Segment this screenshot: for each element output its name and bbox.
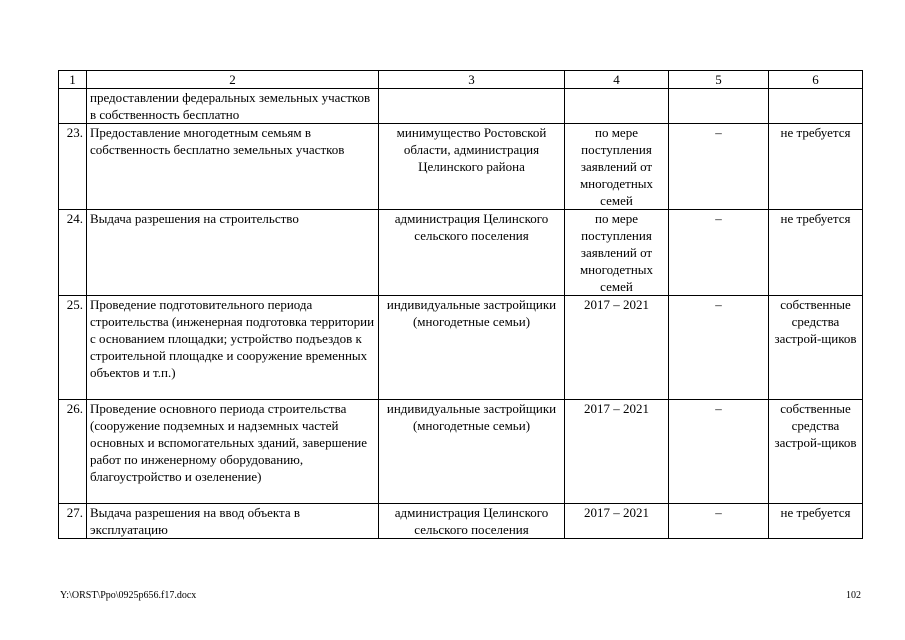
measures-table [58, 70, 863, 539]
col5-value [669, 89, 769, 124]
row-number [59, 89, 87, 124]
col5-value: – [669, 504, 769, 539]
col5-value: – [669, 124, 769, 210]
measure-name: Проведение подготовительного периода строительства (инженерная подготовка территории с основанием площадки; устройство подъездов к строительной площадке и сооружение временных объектов и т.п.) [87, 296, 379, 400]
header-cell: 1 [59, 71, 87, 89]
funding: не требуется [769, 504, 863, 539]
table-row [59, 504, 863, 539]
header-cell: 4 [565, 71, 669, 89]
executor: администрация Целинского сельского поселения [379, 210, 565, 296]
page-number: 102 [846, 590, 861, 601]
term: 2017 – 2021 [565, 296, 669, 400]
executor: индивидуальные застройщики (многодетные семьи) [379, 296, 565, 400]
table-row [59, 124, 863, 210]
measure-name: Выдача разрешения на ввод объекта в эксплуатацию [87, 504, 379, 539]
col5-value: – [669, 400, 769, 504]
header-cell: 2 [87, 71, 379, 89]
funding [769, 89, 863, 124]
funding: собственные средства застрой-щиков [769, 400, 863, 504]
col5-value: – [669, 210, 769, 296]
table-row [59, 400, 863, 504]
measure-name: предоставлении федеральных земельных участков в собственность бесплатно [87, 89, 379, 124]
row-number: 27. [59, 504, 87, 539]
term: 2017 – 2021 [565, 504, 669, 539]
executor: индивидуальные застройщики (многодетные семьи) [379, 400, 565, 504]
header-cell: 5 [669, 71, 769, 89]
executor [379, 89, 565, 124]
measure-name: Проведение основного периода строительства (сооружение подземных и надземных частей основных и вспомогательных зданий, завершение работ по инженерному оборудованию, благоустройство и озеленение) [87, 400, 379, 504]
header-cell: 3 [379, 71, 565, 89]
term [565, 89, 669, 124]
funding: не требуется [769, 124, 863, 210]
executor: минимущество Ростовской области, администрация Целинского района [379, 124, 565, 210]
row-number: 25. [59, 296, 87, 400]
footer-file-path: Y:\ORST\Ppo\0925p656.f17.docx [60, 590, 197, 601]
term: по мере поступления заявлений от многодетных семей [565, 210, 669, 296]
row-number: 26. [59, 400, 87, 504]
col5-value: – [669, 296, 769, 400]
row-number: 24. [59, 210, 87, 296]
funding: не требуется [769, 210, 863, 296]
executor: администрация Целинского сельского поселения [379, 504, 565, 539]
table-row [59, 89, 863, 124]
term: по мере поступления заявлений от многодетных семей [565, 124, 669, 210]
table-row [59, 210, 863, 296]
row-number: 23. [59, 124, 87, 210]
table-header-row [59, 71, 863, 89]
funding: собственные средства застрой-щиков [769, 296, 863, 400]
header-cell: 6 [769, 71, 863, 89]
measure-name: Выдача разрешения на строительство [87, 210, 379, 296]
term: 2017 – 2021 [565, 400, 669, 504]
measure-name: Предоставление многодетным семьям в собственность бесплатно земельных участков [87, 124, 379, 210]
table-row [59, 296, 863, 400]
